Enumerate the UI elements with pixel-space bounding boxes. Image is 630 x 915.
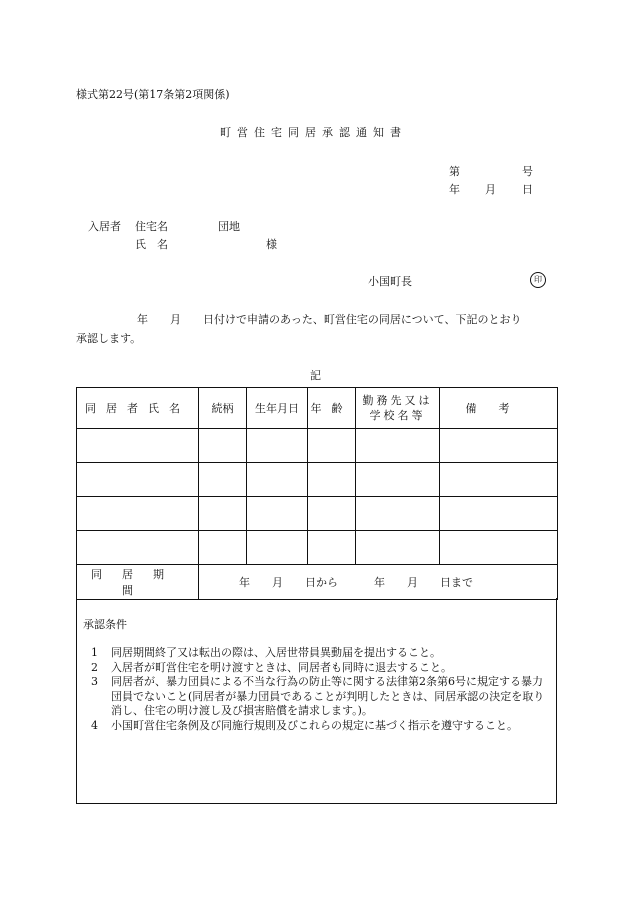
header-birthdate: 生年月日	[247, 388, 308, 429]
period-to[interactable]: 年 月 日まで	[374, 576, 473, 589]
cell-birthdate[interactable]	[247, 463, 308, 497]
honorific: 様	[266, 238, 277, 251]
date-day: 日	[522, 183, 533, 196]
header-workplace-line1: 勤務先又は	[362, 394, 433, 407]
cell-age[interactable]	[308, 463, 356, 497]
cell-relationship[interactable]	[199, 429, 247, 463]
period-value	[199, 565, 558, 600]
condition-number: 1	[91, 646, 98, 659]
condition-number: 3	[91, 675, 98, 688]
seal-mark: 印	[530, 272, 546, 288]
date-year: 年	[449, 183, 460, 196]
period-from[interactable]: 年 月 日から	[239, 576, 338, 589]
header-remarks: 備考	[440, 388, 558, 429]
condition-text: 入居者が町営住宅を明け渡すときは、同居者も同時に退去すること。	[111, 660, 452, 674]
cell-name[interactable]	[77, 429, 199, 463]
cell-relationship[interactable]	[199, 497, 247, 531]
cell-remarks[interactable]	[440, 531, 558, 565]
condition-item	[91, 646, 551, 661]
cell-workplace[interactable]	[356, 497, 440, 531]
cohabitant-table	[76, 387, 558, 600]
table-header-row	[77, 388, 558, 429]
header-relationship: 続柄	[199, 388, 247, 429]
condition-item	[91, 719, 551, 734]
conditions-box	[76, 598, 557, 804]
cell-workplace[interactable]	[356, 429, 440, 463]
ki-label: 記	[310, 369, 321, 382]
conditions-title: 承認条件	[83, 618, 127, 631]
issuer-title: 小国町長	[368, 275, 412, 288]
cell-age[interactable]	[308, 531, 356, 565]
header-workplace-school	[356, 388, 440, 429]
period-label: 同居期間	[77, 565, 199, 600]
cell-birthdate[interactable]	[247, 497, 308, 531]
condition-item	[91, 675, 551, 719]
cell-workplace[interactable]	[356, 463, 440, 497]
housing-label: 住宅名	[135, 220, 168, 233]
table-row	[77, 531, 558, 565]
housing-unit: 団地	[218, 220, 240, 233]
cell-name[interactable]	[77, 463, 199, 497]
condition-text: 小国町営住宅条例及び同施行規則及びこれらの規定に基づく指示を遵守すること。	[111, 718, 518, 732]
cell-remarks[interactable]	[440, 429, 558, 463]
conditions-list	[91, 646, 551, 733]
name-label: 氏 名	[135, 238, 168, 251]
table-row	[77, 497, 558, 531]
cell-age[interactable]	[308, 429, 356, 463]
cell-relationship[interactable]	[199, 463, 247, 497]
cell-name[interactable]	[77, 497, 199, 531]
document-title: 町営住宅同居承認通知書	[220, 126, 407, 139]
table-row	[77, 463, 558, 497]
cell-age[interactable]	[308, 497, 356, 531]
header-age: 年齢	[308, 388, 356, 429]
header-cohabitant-name: 同居者氏名	[77, 388, 199, 429]
form-number: 様式第22号(第17条第2項関係)	[76, 88, 230, 101]
cell-workplace[interactable]	[356, 531, 440, 565]
body-line-2: 承認します。	[76, 332, 142, 345]
cell-birthdate[interactable]	[247, 429, 308, 463]
recipient-label: 入居者	[88, 220, 121, 233]
cell-relationship[interactable]	[199, 531, 247, 565]
table-row	[77, 429, 558, 463]
period-row	[77, 565, 558, 600]
header-workplace-line2: 学校名等	[369, 409, 426, 422]
doc-number-suffix: 号	[522, 165, 533, 178]
condition-text: 同居者が、暴力団員による不当な行為の防止等に関する法律第2条第6号に規定する暴力団員でないこと(同居者が暴力団員であることが判明したときは、同居承認の決定を取り消し、住宅の明け渡し及び損害賠償を請求します。)。	[111, 675, 545, 717]
cell-name[interactable]	[77, 531, 199, 565]
cell-birthdate[interactable]	[247, 531, 308, 565]
condition-number: 4	[91, 718, 98, 732]
condition-item	[91, 661, 551, 676]
condition-text: 同居期間終了又は転出の際は、入居世帯員異動届を提出すること。	[111, 646, 441, 659]
date-month: 月	[485, 183, 496, 196]
condition-number: 2	[91, 660, 98, 674]
cell-remarks[interactable]	[440, 497, 558, 531]
cell-remarks[interactable]	[440, 463, 558, 497]
doc-number-prefix: 第	[449, 165, 460, 178]
body-line-1: 年 月 日付けで申請のあった、町営住宅の同居について、下記のとおり	[137, 313, 522, 326]
